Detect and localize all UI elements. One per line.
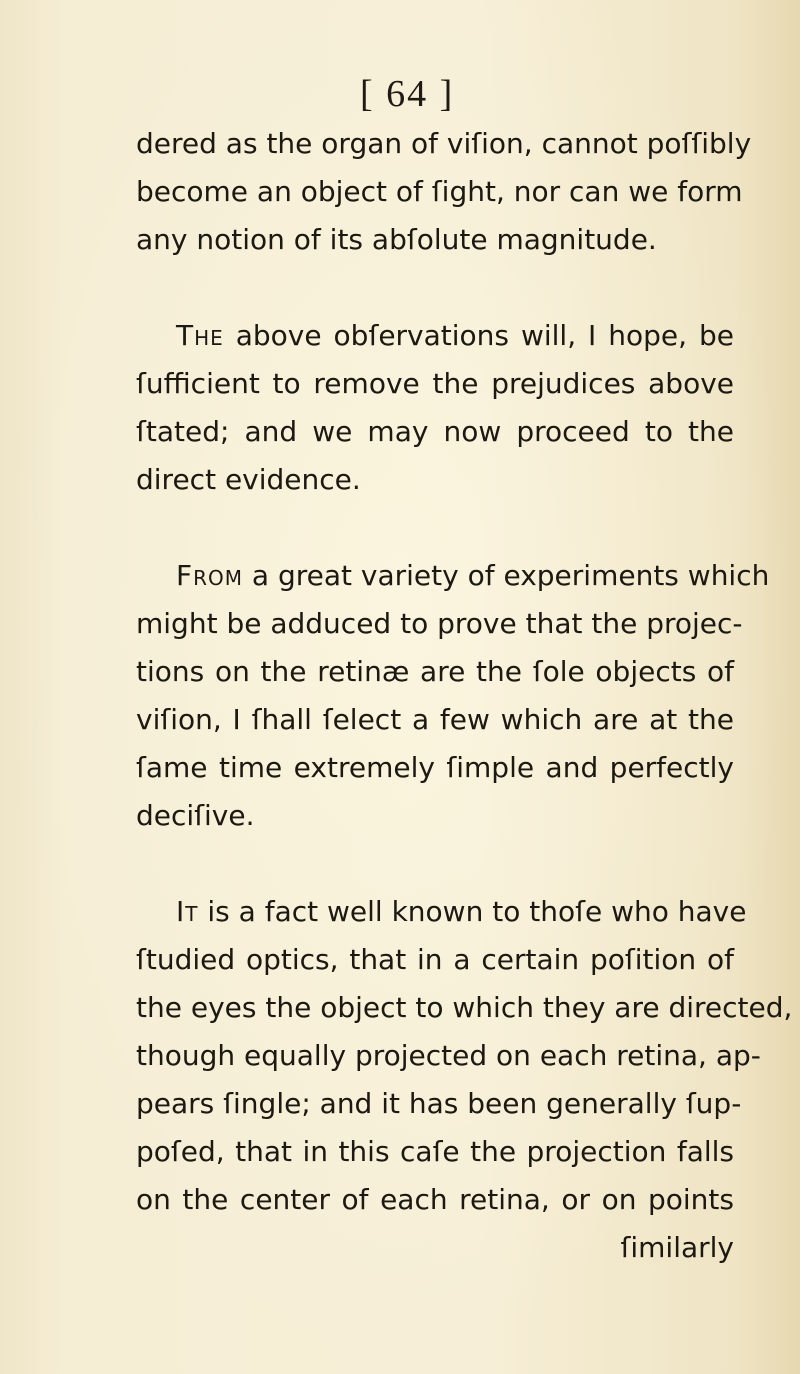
paragraph-lead: From bbox=[176, 559, 243, 592]
text-line: ſufficient to remove the prejudices above bbox=[136, 367, 734, 400]
text-line: deciſive. bbox=[136, 799, 255, 832]
text-line: viſion, I ſhall ſelect a few which are at the bbox=[136, 703, 734, 736]
text-line bbox=[136, 552, 770, 600]
text-line-rest: above obſervations will, I hope, be bbox=[223, 319, 734, 352]
text-line: tions on the retinæ are the ſole objects of bbox=[136, 655, 734, 688]
body-text bbox=[136, 120, 793, 1272]
catchword: ſimilarly bbox=[620, 1231, 734, 1264]
text-line: any notion of its abſolute magnitude. bbox=[136, 223, 657, 256]
text-line: though equally projected on each retina, ap- bbox=[136, 1039, 761, 1072]
paragraph-lead: It bbox=[176, 895, 199, 928]
paragraph bbox=[136, 552, 770, 840]
text-line: dered as the organ of viſion, cannot poſſibly bbox=[136, 127, 752, 160]
text-line: become an object of ſight, nor can we form bbox=[136, 175, 743, 208]
page-number: [ 64 ] bbox=[360, 73, 455, 115]
text-line-rest: is a fact well known to thoſe who have bbox=[198, 895, 747, 928]
paragraph bbox=[136, 312, 734, 504]
text-line: ſame time extremely ſimple and perfectly bbox=[136, 751, 734, 784]
paragraph-lead: The bbox=[176, 319, 224, 352]
text-line bbox=[136, 888, 747, 936]
text-line: pears ſingle; and it has been generally ſup- bbox=[136, 1087, 742, 1120]
text-line: poſed, that in this caſe the projection falls bbox=[136, 1135, 734, 1168]
paragraph bbox=[136, 120, 752, 264]
text-line: ſtudied optics, that in a certain poſition of bbox=[136, 943, 734, 976]
text-line bbox=[136, 312, 734, 360]
text-line: might be adduced to prove that the projec- bbox=[136, 607, 743, 640]
paragraph bbox=[136, 888, 793, 1224]
text-line: the eyes the object to which they are directed, bbox=[136, 991, 793, 1024]
text-line: direct evidence. bbox=[136, 463, 361, 496]
text-line: ſtated; and we may now proceed to the bbox=[136, 415, 734, 448]
text-line-rest: a great variety of experiments which bbox=[243, 559, 770, 592]
text-line: on the center of each retina, or on points bbox=[136, 1183, 734, 1216]
